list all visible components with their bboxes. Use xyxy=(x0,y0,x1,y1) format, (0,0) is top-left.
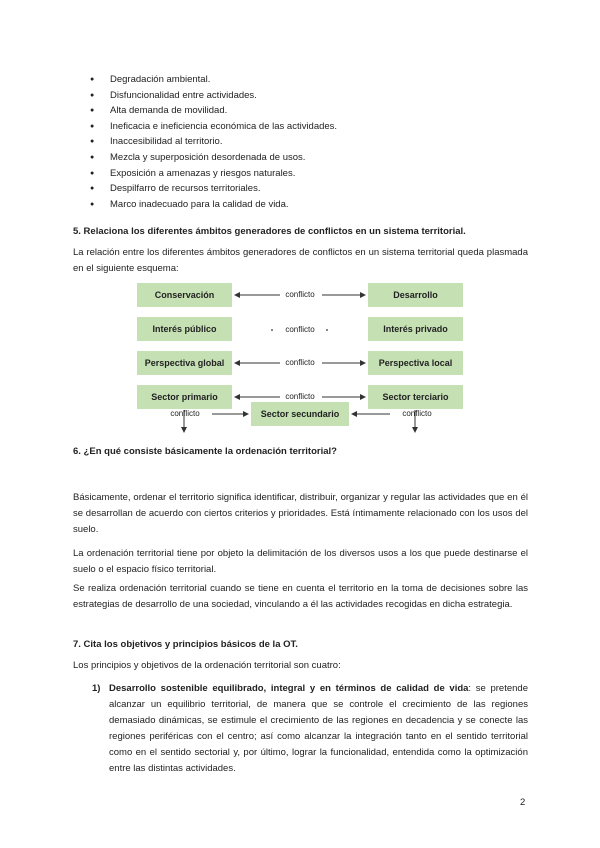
conflict-label: conflicto xyxy=(285,392,315,401)
section-6-paragraph-3: Se realiza ordenación territorial cuando se tiene en cuenta el territorio en la toma de decisiones sobre las estrategias de desarrollo de una sociedad, vinculando a él las actividades recogidas en dicha estrategia. xyxy=(73,583,528,610)
list-item: ● Marco inadecuado para la calidad de vida. xyxy=(90,197,337,213)
section-6-paragraph-2: La ordenación territorial tiene por objeto la delimitación de los diversos usos a los que puede destinarse el suelo o el espacio físico territorial. xyxy=(73,548,528,575)
box-perspectiva-global: Perspectiva global xyxy=(137,351,232,375)
conflict-label: conflicto xyxy=(402,409,432,418)
conflict-label: conflicto xyxy=(285,290,315,299)
list-item: ● Alta demanda de movilidad. xyxy=(90,103,337,119)
item-text: : se pretende alcanzar un equilibrio territorial, de manera que se controle el crecimiento de las regiones demasiado dinámicas, se estimule el crecimiento de las regiones en decadencia y se conecte las regiones periféricas con el centro; así como alcanzar la integración tanto en el sentido territorial como en el sentido sectorial y, por último, lograr la funcionalidad, entendida como la optimización entre las distintas actividades. xyxy=(109,683,528,774)
list-item: ● Ineficacia e ineficiencia económica de las actividades. xyxy=(90,119,337,135)
section-7-heading: 7. Cita los objetivos y principios básicos de la OT. xyxy=(73,639,298,650)
box-sector-terciario: Sector terciario xyxy=(368,385,463,409)
box-perspectiva-local: Perspectiva local xyxy=(368,351,463,375)
section-6-paragraph-1: Básicamente, ordenar el territorio significa identificar, distribuir, organizar y regular las actividades que en él se desarrollan de acuerdo con ciertos criterios y prioridades. Está íntimamente relacionado con los usos del suelo. xyxy=(73,492,528,535)
list-item: ● Inaccesibilidad al territorio. xyxy=(90,134,337,150)
box-interes-publico: Interés público xyxy=(137,317,232,341)
conflict-label: conflicto xyxy=(285,325,315,334)
item-number: 1) xyxy=(92,683,101,694)
box-sector-secundario: Sector secundario xyxy=(251,402,349,426)
conflict-label: conflicto xyxy=(170,409,200,418)
box-sector-primario: Sector primario xyxy=(137,385,232,409)
section-7-intro: Los principios y objetivos de la ordenación territorial son cuatro: xyxy=(73,660,341,671)
section-6-heading: 6. ¿En qué consiste básicamente la ordenación territorial? xyxy=(73,446,337,457)
box-conservacion: Conservación xyxy=(137,283,232,307)
page-number: 2 xyxy=(520,797,526,808)
section-5-paragraph: La relación entre los diferentes ámbitos generadores de conflictos en un sistema territorial queda plasmada en el siguiente esquema: xyxy=(73,247,528,274)
list-item: ● Mezcla y superposición desordenada de usos. xyxy=(90,150,337,166)
item-title: Desarrollo sostenible equilibrado, integral y en términos de calidad de vida xyxy=(109,683,469,694)
list-item xyxy=(92,681,528,777)
box-interes-privado: Interés privado xyxy=(368,317,463,341)
section-5-heading: 5. Relaciona los diferentes ámbitos generadores de conflictos en un sistema territorial. xyxy=(73,226,466,237)
principles-list xyxy=(92,681,528,777)
list-item: ● Despilfarro de recursos territoriales. xyxy=(90,181,337,197)
box-desarrollo: Desarrollo xyxy=(368,283,463,307)
list-item: ● Degradación ambiental. xyxy=(90,72,337,88)
list-item: ● Disfuncionalidad entre actividades. xyxy=(90,88,337,104)
conflict-label: conflicto xyxy=(285,358,315,367)
list-item: ● Exposición a amenazas y riesgos naturales. xyxy=(90,166,337,182)
